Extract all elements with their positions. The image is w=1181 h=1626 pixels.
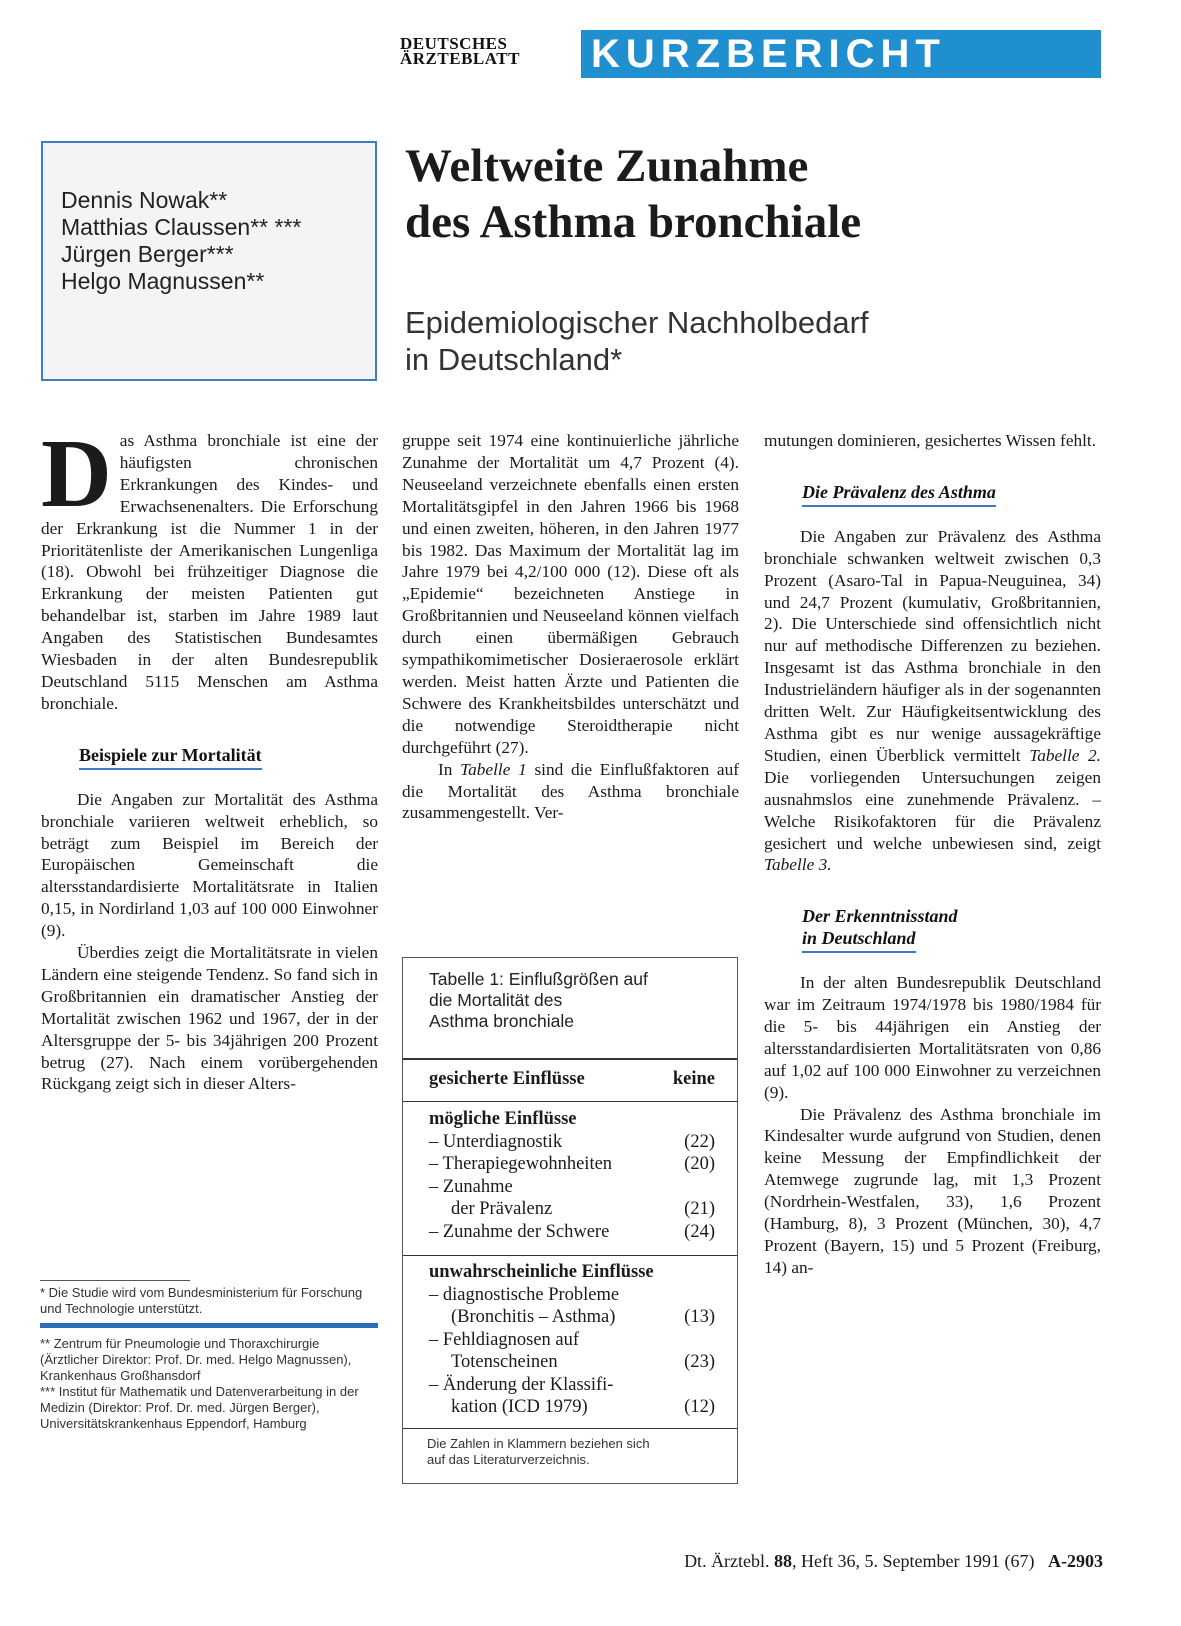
table-row [429, 1176, 715, 1199]
text: Die Angaben zur Prävalenz des Asthma bronchiale schwanken weltweit zwischen 0,3 Prozent (Asaro-Tal in Papua-Neuguinea, 34) und 24,7 Prozent (kumulativ, Großbritannien, 2). Die Unterschiede sind offensichtlich nicht nur auf methodische Differenzen zu beziehen. Insgesamt ist das Asthma bronchiale in den Industrieländern häufiger als in der sogenannten dritten Welt. Zur Häufigkeitsentwicklung des Asthma gibt es nur wenige aussagekräftige Studien, einen Überblick vermittelt [764, 526, 1101, 765]
paragraph: gruppe seit 1974 eine kontinuierliche jährliche Zunahme der Mortalität um 4,7 Prozent (4). Neuseeland verzeichnete ebenfalls einen ersten Mortalitätsgipfel in den Jahren 1966 bis 1968 und einen zweiten, höheren, in den Jahren 1977 bis 1982. Das Maximum der Mortalität lag im Jahre 1979 bei 4,2/100 000 (12). Diese oft als „Epidemie“ bezeichneten Anstiege in Großbritannien und Neuseeland können vielfach durch einen übermäßigen Gebrauch sympathikomimetischer Dosieraerosole erklärt werden. Meist hatten Ärzte und Patienten die Schwere des Krankheitsbildes unterschätzt und die notwendige Steroidtherapie nicht durchgeführt (27). [402, 431, 739, 757]
table-reference: Tabelle 3. [764, 855, 832, 875]
paragraph: mutungen dominieren, gesichertes Wissen fehlt. [764, 431, 1097, 450]
footnote-divider [40, 1323, 378, 1328]
paragraph: Die Prävalenz des Asthma bronchiale im Kindesalter wurde aufgrund von Studien, denen keine Messung der Empfindlichkeit der Atemwege zugrunde lag, mit 1,3 Prozent (Nordrhein-Westfalen, 33), 1,6 Prozent (Hamburg, 8), 3 Prozent (München, 30), 4,7 Prozent (Bayern, 15) und 5 Prozent (Freiburg, 14) an- [764, 1104, 1101, 1277]
section-heading-prevalence: Die Prävalenz des Asthma [802, 482, 996, 507]
paragraph: In der alten Bundesrepublik Deutschland war im Zeitraum 1974/1978 bis 1980/1984 für die 5- bis 44jährigen ein Anstieg der altersstandardisierten Mortalitätsraten von 0,86 auf 1,02 auf 100 000 Einwohner zu verzeichnen (9). [764, 973, 1101, 1102]
heading-line: in Deutschland [802, 928, 916, 953]
page-number: A-2903 [1048, 1551, 1103, 1571]
table-rule [403, 1058, 737, 1060]
author-name: Jürgen Berger*** [61, 241, 234, 267]
drop-cap: D [41, 420, 112, 528]
reference-number: (24) [684, 1221, 715, 1242]
influence-text: – Änderung der Klassifi- [429, 1374, 614, 1395]
journal-name: Dt. Ärztebl. [684, 1551, 775, 1571]
footnote-rule [40, 1280, 190, 1281]
masthead-line1: DEUTSCHES [400, 34, 508, 53]
page-footer [684, 1551, 1103, 1572]
table-unlikely-group [429, 1261, 715, 1419]
table-1 [402, 957, 738, 1484]
table-row [429, 1068, 715, 1091]
table-secured-row [429, 1068, 715, 1091]
text: sind die Einflußfaktoren auf die Mortalität des Asthma bronchiale zusammengestellt. Ver- [402, 759, 739, 823]
paragraph: Überdies zeigt die Mortalitätsrate in vielen Ländern eine steigende Tendenz. So fand sich in Großbritannien ein dramatischer Anstieg der Mortalität zwischen 1962 und 1967, der in der Altersgruppe der 5- bis 34jährigen 200 Prozent betrug (27). Nach einem vorübergehenden Rückgang zeigt sich in dieser Alters- [41, 943, 378, 1094]
section-heading-germany [802, 906, 1101, 950]
paragraph [402, 759, 739, 825]
table-rule [403, 1428, 737, 1429]
influence-text: – Therapiegewohnheiten [429, 1154, 613, 1174]
footnotes [40, 1280, 378, 1432]
table-row [429, 1131, 715, 1154]
author-list [61, 187, 301, 295]
table-title-line: Asthma bronchiale [429, 1011, 574, 1031]
paragraph [764, 526, 1101, 877]
section-heading-mortality: Beispiele zur Mortalität [79, 745, 262, 770]
table-possible-group [429, 1108, 715, 1243]
title-line: des Asthma bronchiale [405, 196, 862, 248]
footnote: *** Institut für Mathematik und Datenverarbeitung in der Medizin (Direktor: Prof. Dr. med. Jürgen Berger), Universitätskrankenhaus Eppendorf, Hamburg [40, 1384, 359, 1431]
secured-value: keine [672, 1069, 715, 1089]
possible-label: mögliche Einflüsse [429, 1109, 577, 1129]
table-row [429, 1284, 715, 1307]
heading-line: Der Erkenntnisstand [802, 906, 958, 927]
influence-text: – Zunahme der Schwere [429, 1221, 610, 1242]
column-1 [41, 420, 378, 1095]
influence-text: der Prävalenz [451, 1199, 553, 1219]
influence-text: kation (ICD 1979) [451, 1397, 588, 1417]
footnote: ** Zentrum für Pneumologie und Thoraxchirurgie (Ärztlicher Direktor: Prof. Dr. med. Helgo Magnussen), Krankenhaus Großhansdorf [40, 1336, 352, 1383]
table-row [429, 1306, 715, 1329]
footnote: * Die Studie wird vom Bundesministerium für Forschung und Technologie unterstützt. [40, 1285, 363, 1316]
title-line: Weltweite Zunahme [405, 140, 809, 192]
subtitle-line: Epidemiologischer Nachholbedarf [405, 305, 869, 340]
subtitle-line: in Deutschland* [405, 342, 623, 377]
table-row [429, 1329, 715, 1352]
masthead-logo [400, 36, 520, 66]
table-row [429, 1221, 715, 1244]
article-title [405, 138, 1105, 250]
influence-text: – diagnostische Probleme [429, 1284, 620, 1305]
text: In [438, 759, 461, 779]
column-3 [764, 430, 1101, 1279]
author-name: Helgo Magnussen** [61, 268, 265, 294]
reference-number: (22) [684, 1131, 715, 1152]
volume-number: 88 [774, 1551, 793, 1571]
paragraph: Die Angaben zur Mortalität des Asthma bronchiale variieren weltweit erheblich, so beträgt zum Beispiel im Bereich der Europäischen Gemeinschaft die altersstandardisierte Mortalitätsrate in Italien 0,15, in Nordirland 1,03 auf 100 000 Einwohner (9). [41, 789, 378, 941]
table-row [429, 1198, 715, 1221]
influence-text: – Zunahme [429, 1176, 513, 1197]
secured-label: gesicherte Einflüsse [429, 1069, 585, 1089]
table-row [429, 1396, 715, 1419]
article-subtitle [405, 304, 1105, 378]
table-rule [403, 1101, 737, 1102]
section-banner: KURZBERICHT [581, 30, 1101, 78]
author-name: Dennis Nowak** [61, 187, 228, 213]
table-title-line: die Mortalität des [429, 990, 563, 1010]
influence-text: – Fehldiagnosen auf [429, 1329, 580, 1350]
text: Die vorliegenden Untersuchungen zeigen ausnahmslos eine zunehmende Prävalenz. – Welche Risikofaktoren für die Prävalenz gesichert und welche unbewiesen sind, zeigt [764, 767, 1101, 853]
table-row [429, 1351, 715, 1374]
table-note-line: Die Zahlen in Klammern beziehen sich [427, 1436, 650, 1451]
author-name: Matthias Claussen** *** [61, 214, 302, 240]
column-2 [402, 430, 739, 824]
reference-number: (13) [684, 1307, 715, 1327]
table-rule [403, 1255, 737, 1256]
table-note [427, 1436, 650, 1468]
table-row [429, 1374, 715, 1397]
table-reference: Tabelle 2. [1029, 745, 1102, 765]
intro-text: as Asthma bronchiale ist eine der häufigsten chronischen Erkrankungen des Kindes- und Erwachsenenalters. Die Erforschung der Erkrankung ist die Nummer 1 in der Prioritätenliste der Amerikanischen Lungenliga (18). Obwohl bei frühzeitiger Diagnose die Erkrankung der meisten Patienten gut behandelbar ist, starben im Jahre 1989 laut Angaben des Statistischen Bundesamtes Wiesbaden in der alten Bundesrepublik Deutschland 5115 Menschen am Asthma bronchiale. [41, 431, 378, 713]
issue-info: , Heft 36, 5. September 1991 (67) [792, 1551, 1035, 1571]
table-title-line: Tabelle 1: Einflußgrößen auf [429, 969, 648, 989]
table-row [429, 1153, 715, 1176]
masthead-line2: ÄRZTEBLATT [400, 49, 520, 68]
author-box [41, 141, 377, 381]
influence-text: (Bronchitis – Asthma) [451, 1307, 616, 1327]
reference-number: (23) [684, 1352, 715, 1372]
reference-number: (20) [684, 1154, 715, 1174]
intro-paragraph [41, 420, 378, 715]
table-note-line: auf das Literaturverzeichnis. [427, 1452, 590, 1467]
unlikely-label: unwahrscheinliche Einflüsse [429, 1262, 654, 1282]
reference-number: (21) [684, 1199, 715, 1219]
reference-number: (12) [684, 1397, 715, 1417]
table-title [429, 969, 648, 1032]
influence-text: – Unterdiagnostik [429, 1131, 563, 1152]
table-reference: Tabelle 1 [460, 759, 527, 779]
influence-text: Totenscheinen [451, 1352, 558, 1372]
